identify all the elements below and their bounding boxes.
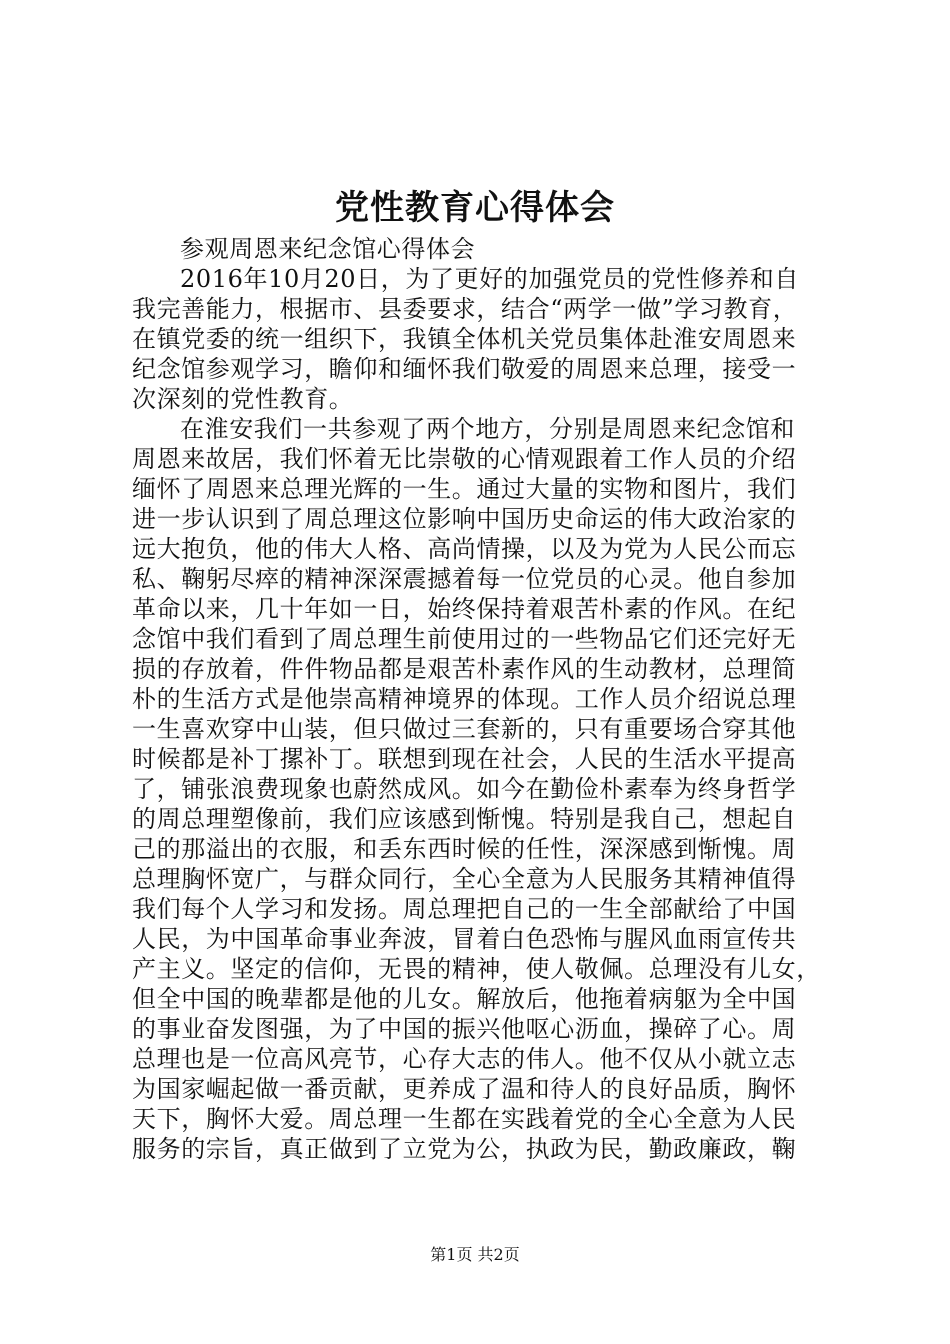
text-line: 我们每个人学习和发扬。周总理把自己的一生全部献给了中国 xyxy=(132,895,797,923)
text-line: 的周总理塑像前，我们应该感到惭愧。特别是我自己，想起自 xyxy=(132,805,797,833)
text-line: 总理也是一位高风亮节，心存大志的伟人。他不仅从小就立志 xyxy=(132,1045,797,1073)
text-line: 私、鞠躬尽瘁的精神深深震撼着每一位党员的心灵。他自参加 xyxy=(132,565,797,593)
text-line: 为国家崛起做一番贡献，更养成了温和待人的良好品质，胸怀 xyxy=(132,1075,797,1103)
document-title: 党性教育心得体会 xyxy=(335,188,615,228)
text-line: 纪念馆参观学习，瞻仰和缅怀我们敬爱的周恩来总理，接受一 xyxy=(132,355,797,383)
text-line: 服务的宗旨，真正做到了立党为公，执政为民，勤政廉政，鞠 xyxy=(132,1135,797,1163)
text-line: 人民，为中国革命事业奔波，冒着白色恐怖与腥风血雨宣传共 xyxy=(132,925,797,953)
text-line: 革命以来，几十年如一日，始终保持着艰苦朴素的作风。在纪 xyxy=(132,595,797,623)
text-line: 在镇党委的统一组织下，我镇全体机关党员集体赴淮安周恩来 xyxy=(132,325,797,353)
text-line: 进一步认识到了周总理这位影响中国历史命运的伟大政治家的 xyxy=(132,505,797,533)
text-line: 2016年10月20日，为了更好的加强党员的党性修养和自 xyxy=(180,265,799,293)
text-line: 己的那溢出的衣服，和丢东西时候的任性，深深感到惭愧。周 xyxy=(132,835,797,863)
text-line: 一生喜欢穿中山装，但只做过三套新的，只有重要场合穿其他 xyxy=(132,715,797,743)
text-line: 我完善能力，根据市、县委要求，结合“两学一做”学习教育， xyxy=(132,295,798,323)
text-line: 朴的生活方式是他崇高精神境界的体现。工作人员介绍说总理 xyxy=(132,685,797,713)
text-line: 损的存放着，件件物品都是艰苦朴素作风的生动教材，总理简 xyxy=(132,655,797,683)
subtitle-line: 参观周恩来纪念馆心得体会 xyxy=(180,235,476,263)
text-line: 产主义。坚定的信仰，无畏的精神，使人敬佩。总理没有儿女， xyxy=(132,955,821,983)
text-line: 总理胸怀宽广，与群众同行，全心全意为人民服务其精神值得 xyxy=(132,865,797,893)
text-line: 次深刻的党性教育。 xyxy=(132,385,354,413)
text-line: 天下，胸怀大爱。周总理一生都在实践着党的全心全意为人民 xyxy=(132,1105,797,1133)
text-line: 远大抱负，他的伟大人格、高尚情操，以及为党为人民公而忘 xyxy=(132,535,797,563)
text-line: 周恩来故居，我们怀着无比崇敬的心情观跟着工作人员的介绍 xyxy=(132,445,797,473)
text-line: 了，铺张浪费现象也蔚然成风。如今在勤俭朴素奉为终身哲学 xyxy=(132,775,797,803)
text-line: 在淮安我们一共参观了两个地方，分别是周恩来纪念馆和 xyxy=(180,415,795,443)
text-line: 缅怀了周恩来总理光辉的一生。通过大量的实物和图片，我们 xyxy=(132,475,797,503)
text-line: 但全中国的晚辈都是他的儿女。解放后，他拖着病躯为全中国 xyxy=(132,985,797,1013)
text-line: 念馆中我们看到了周总理生前使用过的一些物品它们还完好无 xyxy=(132,625,797,653)
text-line: 的事业奋发图强，为了中国的振兴他呕心沥血，操碎了心。周 xyxy=(132,1015,797,1043)
page-footer: 第1页 共2页 xyxy=(430,1245,520,1264)
text-line: 时候都是补丁摞补丁。联想到现在社会，人民的生活水平提高 xyxy=(132,745,797,773)
document-body xyxy=(132,234,832,1164)
